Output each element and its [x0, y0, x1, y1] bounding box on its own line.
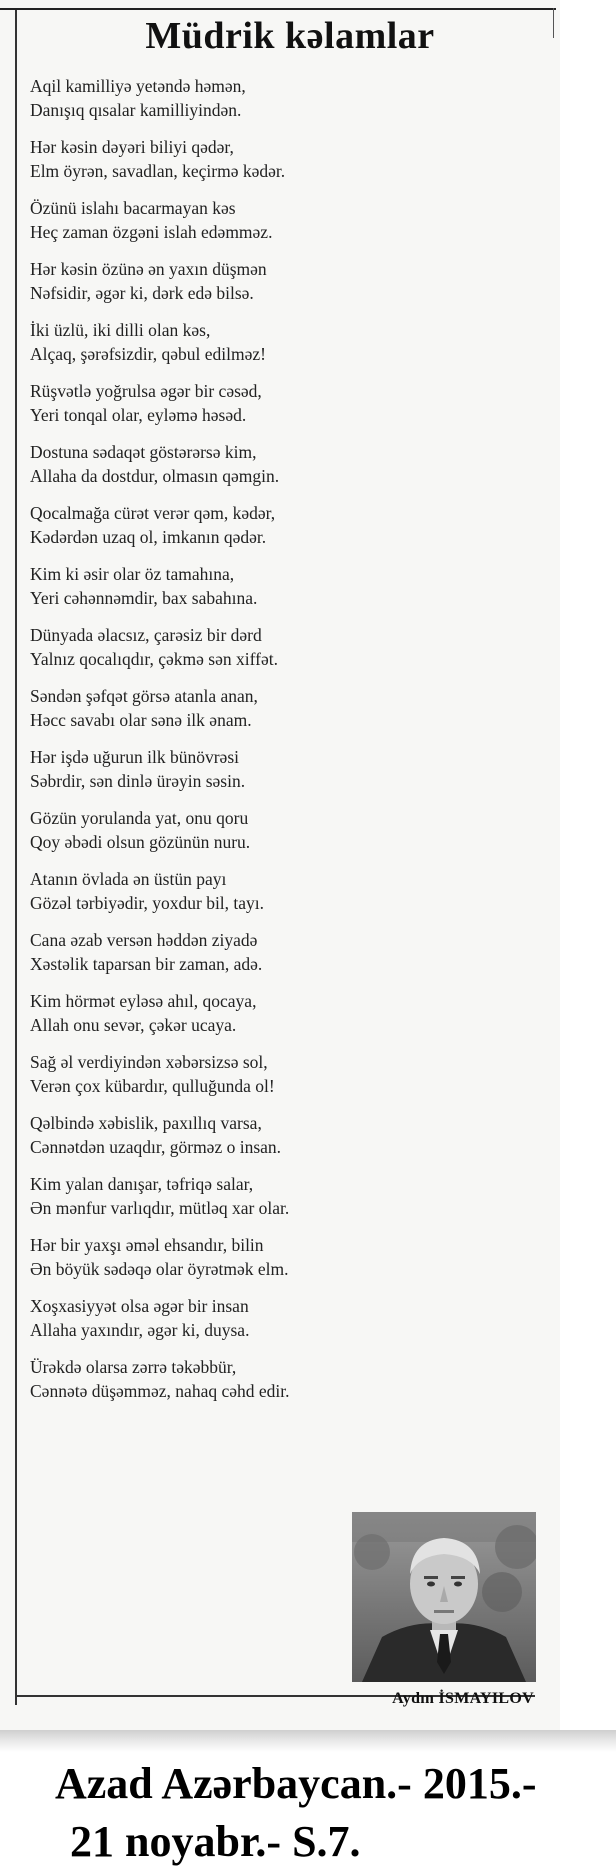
- poem-line: Hər bir yaxşı əməl ehsandır, bilin: [30, 1235, 264, 1255]
- couplet: [30, 1111, 370, 1159]
- left-column-rule: [15, 10, 17, 1705]
- poem-line: Xoşxasiyyət olsa əgər bir insan: [30, 1296, 249, 1316]
- author-name: Aydın İSMAYILOV: [392, 1690, 534, 1707]
- poem-line: Hər kəsin dəyəri biliyi qədər,: [30, 137, 234, 157]
- couplet: [30, 1355, 370, 1403]
- couplet: [30, 745, 370, 793]
- source-citation-line-2: 21 noyabr.- S.7.: [70, 1817, 361, 1866]
- poem-line: Xəstəlik taparsan bir zaman, adə.: [30, 954, 263, 974]
- article-title: Müdrik kəlamlar: [145, 15, 435, 57]
- poem-line: Ürəkdə olarsa zərrə təkəbbür,: [30, 1357, 237, 1377]
- couplet: [30, 74, 370, 122]
- couplet: [30, 257, 370, 305]
- poem-line: Nəfsidir, əgər ki, dərk edə bilsə.: [30, 283, 254, 303]
- poem-line: Cənnətdən uzaqdır, görməz o insan.: [30, 1137, 282, 1157]
- poem-line: Ən böyük sədəqə olar öyrətmək elm.: [30, 1259, 289, 1279]
- poem-line: Səbrdir, sən dinlə ürəyin səsin.: [30, 771, 246, 791]
- poem-line: Qocalmağa cürət verər qəm, kədər,: [30, 503, 276, 523]
- poem-line: Danışıq qısalar kamilliyindən.: [30, 100, 242, 120]
- poem-line: Hər kəsin özünə ən yaxın düşmən: [30, 259, 267, 279]
- poem-line: Kim ki əsir olar öz tamahına,: [30, 564, 235, 584]
- poem-line: Allaha da dostdur, olmasın qəmgin.: [30, 466, 280, 486]
- poem-line: Elm öyrən, savadlan, keçirmə kədər.: [30, 161, 286, 181]
- poem-line: Allaha yaxındır, əgər ki, duysa.: [30, 1320, 250, 1340]
- couplet: [30, 623, 370, 671]
- poem-line: Rüşvətlə yoğrulsa əgər bir cəsəd,: [30, 381, 262, 401]
- poem-line: Dünyada əlacsız, çarəsiz bir dərd: [30, 625, 262, 645]
- source-citation-line-1: Azad Azərbaycan.- 2015.-: [55, 1759, 537, 1808]
- poem-line: Aqil kamilliyə yetəndə həmən,: [30, 76, 246, 96]
- couplet: [30, 1294, 370, 1342]
- scan-edge: [0, 1730, 616, 1752]
- poem-line: Həcc savabı olar sənə ilk ənam.: [30, 710, 252, 730]
- poem-line: Allah onu sevər, çəkər ucaya.: [30, 1015, 237, 1035]
- poem-line: Gözəl tərbiyədir, yoxdur bil, tayı.: [30, 893, 265, 913]
- couplet: [30, 806, 370, 854]
- couplet: [30, 1233, 370, 1281]
- poem-line: Heç zaman özgəni islah edəmməz.: [30, 222, 273, 242]
- poem-line: Kim yalan danışar, təfriqə salar,: [30, 1174, 254, 1194]
- poem-line: Qoy əbədi olsun gözünün nuru.: [30, 832, 251, 852]
- couplet: [30, 501, 370, 549]
- couplet: [30, 867, 370, 915]
- poem-line: Dostuna sədaqət göstərərsə kim,: [30, 442, 257, 462]
- poem-line: Cana əzab versən həddən ziyadə: [30, 930, 258, 950]
- poem-line: Verən çox kübardır, qulluğunda ol!: [30, 1076, 275, 1096]
- author-portrait: [352, 1512, 536, 1682]
- poem-line: Kim hörmət eyləsə ahıl, qocaya,: [30, 991, 257, 1011]
- poem-line: Qəlbində xəbislik, paxıllıq varsa,: [30, 1113, 262, 1133]
- poem-line: Gözün yorulanda yat, onu qoru: [30, 808, 249, 828]
- poem-line: Özünü islahı bacarmayan kəs: [30, 198, 236, 218]
- poem-line: Yalnız qocalıqdır, çəkmə sən xiffət.: [30, 649, 278, 669]
- couplet: [30, 989, 370, 1037]
- couplet: [30, 135, 370, 183]
- couplet: [30, 1172, 370, 1220]
- poem-line: Cənnətə düşəmməz, nahaq cəhd edir.: [30, 1381, 290, 1401]
- poem-line: İki üzlü, iki dilli olan kəs,: [30, 320, 211, 340]
- poem-line: Yeri cəhənnəmdir, bax sabahına.: [30, 588, 258, 608]
- poem-line: Alçaq, şərəfsizdir, qəbul edilməz!: [30, 344, 266, 364]
- couplet: [30, 1050, 370, 1098]
- poem-line: Hər işdə uğurun ilk bünövrəsi: [30, 747, 239, 767]
- couplet: [30, 928, 370, 976]
- poem-line: Yeri tonqal olar, eyləmə həsəd.: [30, 405, 247, 425]
- couplet: [30, 379, 370, 427]
- top-rule: [0, 8, 556, 10]
- poem-line: Kədərdən uzaq ol, imkanın qədər.: [30, 527, 267, 547]
- poem-line: Səndən şəfqət görsə atanla anan,: [30, 686, 258, 706]
- author-portrait-graphic: [352, 1512, 536, 1682]
- couplet: [30, 196, 370, 244]
- couplet: [30, 318, 370, 366]
- poem-line: Ən mənfur varlıqdır, mütləq xar olar.: [30, 1198, 290, 1218]
- poem-line: Atanın övlada ən üstün payı: [30, 869, 227, 889]
- couplet: [30, 684, 370, 732]
- couplet: [30, 562, 370, 610]
- couplet: [30, 440, 370, 488]
- poem-line: Sağ əl verdiyindən xəbərsizsə sol,: [30, 1052, 268, 1072]
- corner-rule: [553, 8, 554, 38]
